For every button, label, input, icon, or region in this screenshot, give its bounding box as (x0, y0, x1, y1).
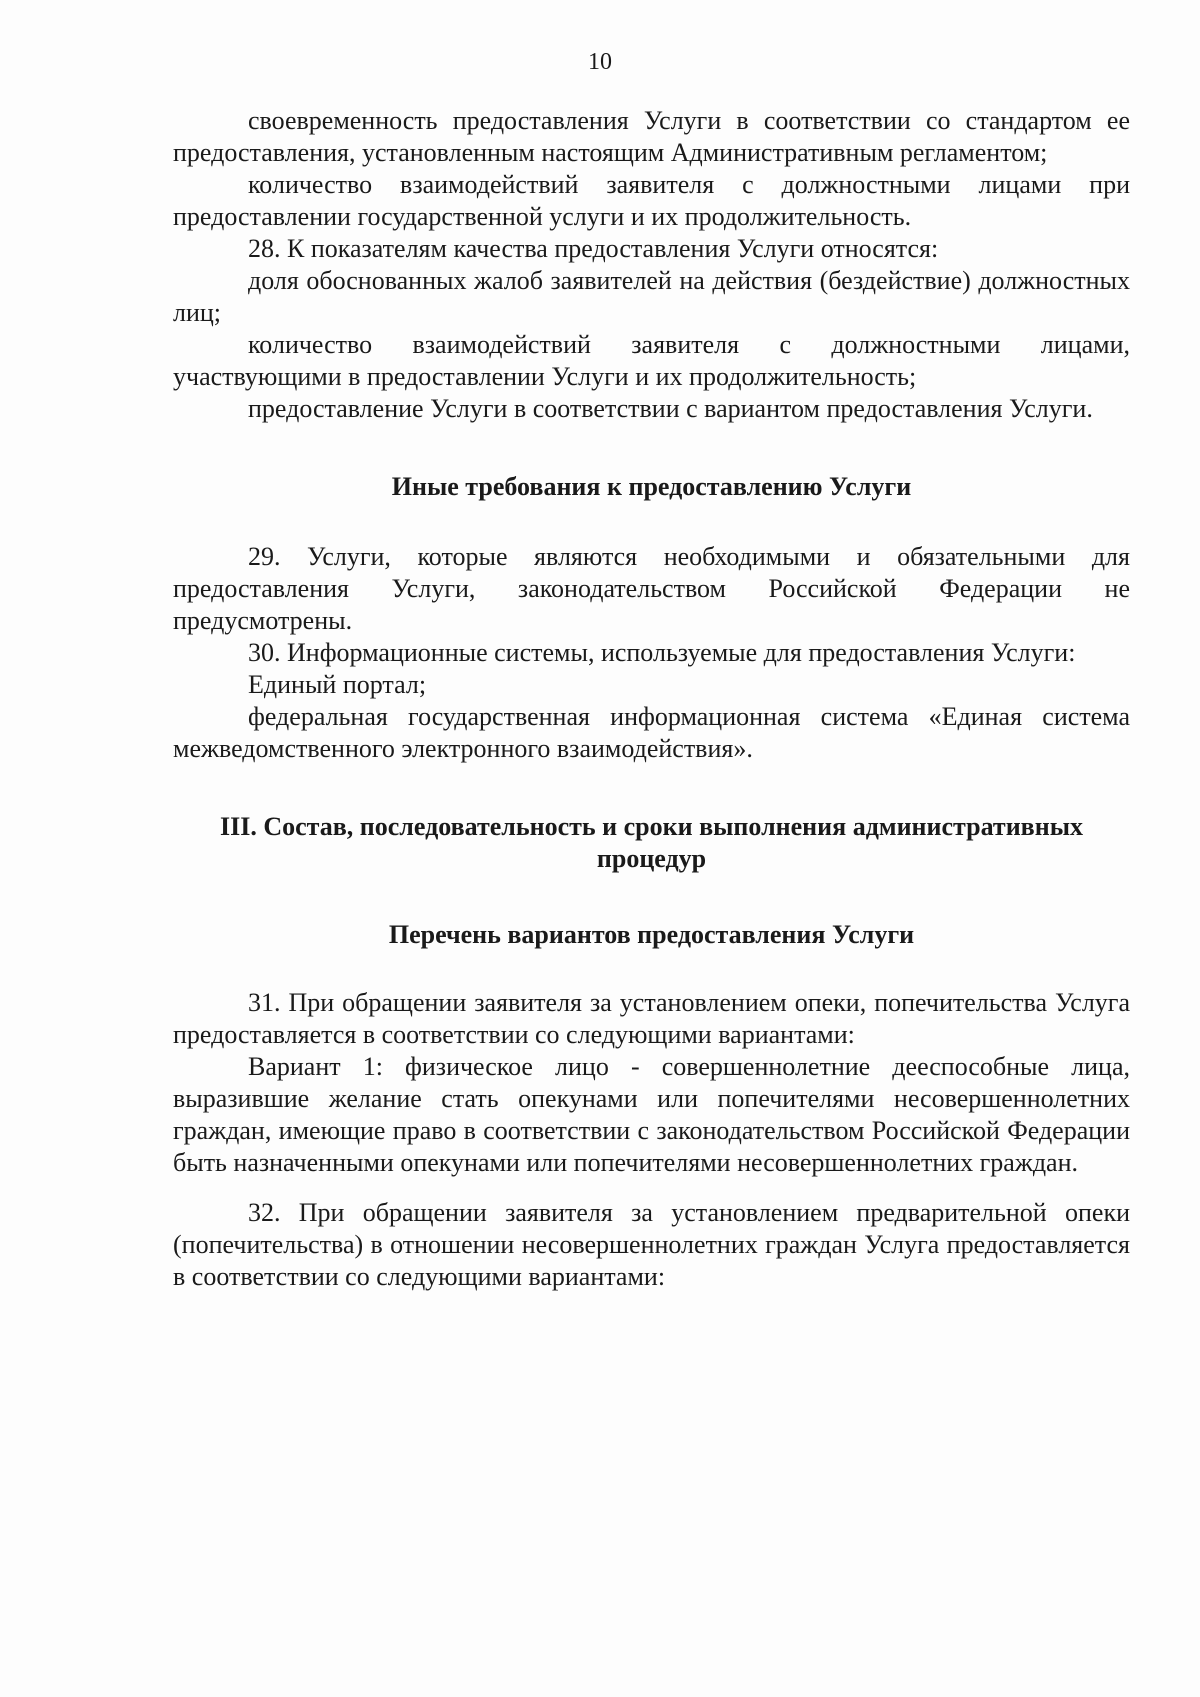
heading-variants-list: Перечень вариантов предоставления Услуги (388, 920, 915, 949)
paragraph: 30. Информационные системы, используемые для предоставления Услуги: (248, 638, 1076, 667)
paragraph: 29. Услуги, которые являются необходимыми и обязательными для предоставления Услуги, законодательством Российской Федерации не предусмотрены. (173, 542, 1130, 635)
heading-other-requirements: Иные требования к предоставлению Услуги (391, 472, 912, 501)
paragraph: количество взаимодействий заявителя с должностными лицами, участвующими в предоставлении Услуги и их продолжительность; (173, 330, 1130, 391)
paragraph: Вариант 1: физическое лицо - совершеннолетние дееспособные лица, выразившие желание стать опекунами или попечителями несовершеннолетних граждан, имеющие право в соответствии с законодательством Российской Федерации быть назначенными опекунами или попечителями несовершеннолетних граждан. (173, 1052, 1130, 1177)
paragraph: доля обоснованных жалоб заявителей на действия (бездействие) должностных лиц; (173, 266, 1130, 327)
paragraph: своевременность предоставления Услуги в соответствии со стандартом ее предоставления, установленным настоящим Административным регламентом; (173, 106, 1130, 167)
paragraph: 32. При обращении заявителя за установлением предварительной опеки (попечительства) в отношении несовершеннолетних граждан Услуга предоставляется в соответствии со следующими вариантами: (173, 1198, 1130, 1291)
page-number: 10 (588, 49, 612, 75)
paragraph: 28. К показателям качества предоставления Услуги относятся: (248, 234, 939, 263)
document-body (173, 105, 1130, 1293)
paragraph: предоставление Услуги в соответствии с вариантом предоставления Услуги. (248, 394, 1093, 423)
paragraph: количество взаимодействий заявителя с должностными лицами при предоставлении государственной услуги и их продолжительность. (173, 170, 1130, 231)
paragraph: 31. При обращении заявителя за установлением опеки, попечительства Услуга предоставляется в соответствии со следующими вариантами: (173, 988, 1130, 1049)
paragraph: федеральная государственная информационная система «Единая система межведомственного электронного взаимодействия». (173, 702, 1130, 763)
heading-section-iii: III. Состав, последовательность и сроки выполнения административных процедур (219, 812, 1083, 873)
paragraph: Единый портал; (248, 670, 427, 699)
